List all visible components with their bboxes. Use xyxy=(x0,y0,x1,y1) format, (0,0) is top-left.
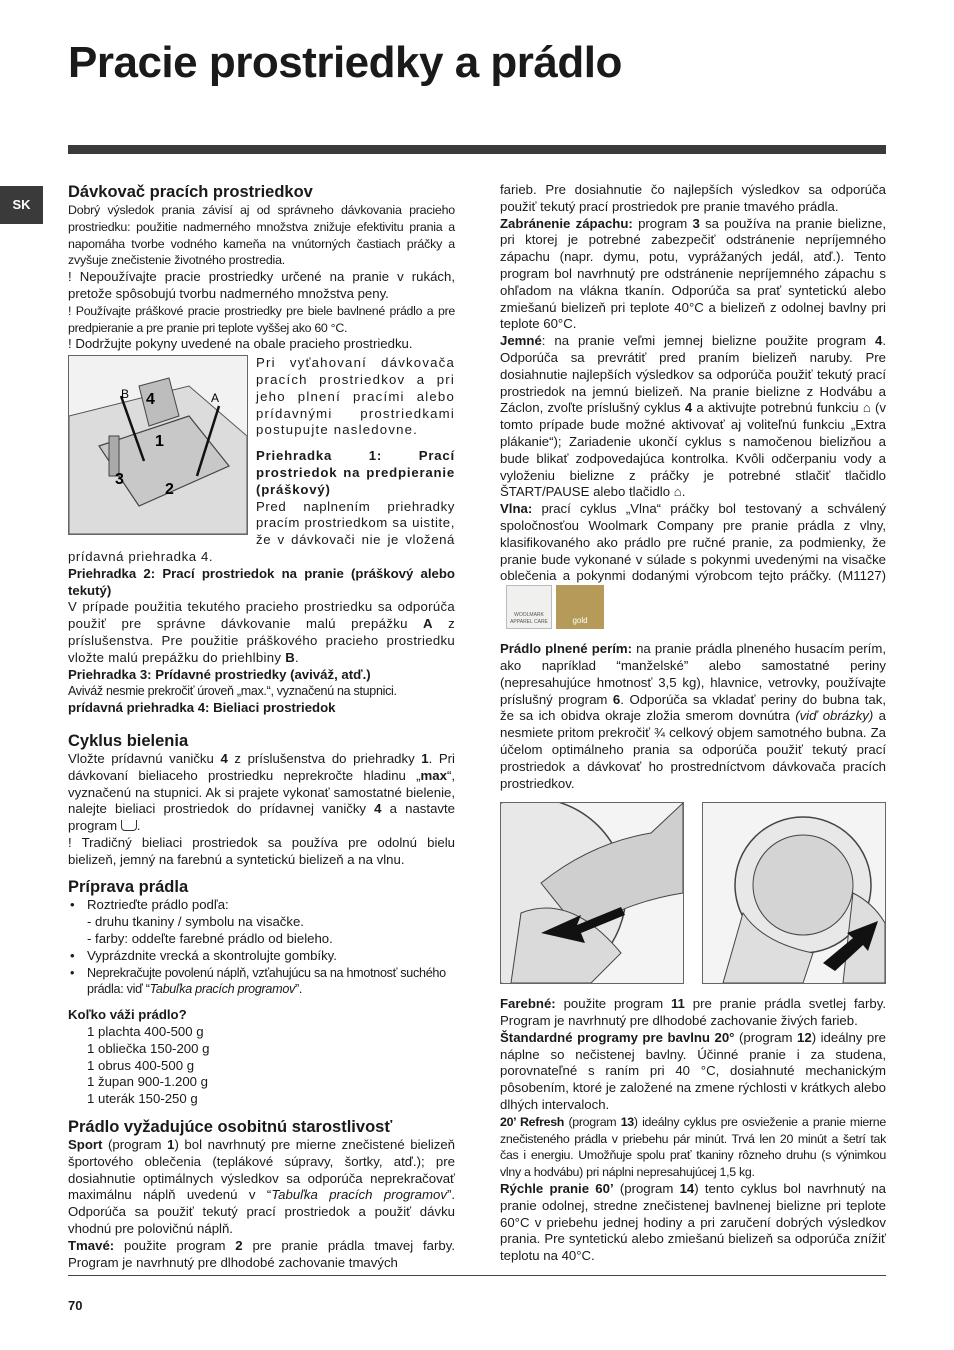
heading-bleach-cycle: Cyklus bielenia xyxy=(68,731,189,750)
page-title: Pracie prostriedky a prádlo xyxy=(68,38,622,87)
left-column xyxy=(68,182,455,1271)
list-subitem: - farby: oddeľte farebné prádlo od bieleho. xyxy=(87,931,333,947)
gold-logo: gold xyxy=(556,585,604,629)
paragraph-feather: Prádlo plnené perím: na pranie prádla plneného husacím perím, ako napríklad “manželské” alebo samostatné periny (nepresahujúce hmotnosť 3,5 kg), hlavnice, vetrovky, používajte príslušný program 6. Odporúča sa vkladať periny do bubna tak, že sa ich obidva okraje zložia smerom dovnútra (viď obrázky) a nesmiete pritom prekročiť ¾ celkový objem samotného bubna. Za účelom optimálneho prania sa odporúča použiť tekutý prací prostriedok a dávkovať ho prostredníctvom dávkovača pracích prostriedkov. xyxy=(500,641,887,791)
paragraph: V prípade použitia tekutého pracieho prostriedku sa odporúča použiť pre správne dávkovanie malú prepážku A z príslušenstva. Pre použitie práškového pracieho prostriedku vložte malú prepážku do priehlbiny B. xyxy=(68,599,456,665)
paragraph-refresh: 20’ Refresh (program 13) ideálny cyklus pre osvieženie a pranie mierne znečisteného prádla v priebehu pár minút. Trvá len 20 minút a šetrí tak čas i energiu. Umožňuje spolu prať tkaniny rôzneho druhu (s výnimkou vlny a hodvábu) pri náplni nepresahujúcej 1,5 kg. xyxy=(500,1114,886,1180)
list-item: • Roztrieďte prádlo podľa: xyxy=(68,897,455,914)
list-item: • Vyprázdnite vrecká a skontrolujte gombíky. xyxy=(68,948,455,965)
list-subitem: - druhu tkaniny / symbolu na visačke. xyxy=(87,914,304,930)
label-3: 3 xyxy=(115,471,124,489)
compartment-3-heading: Priehradka 3: Prídavné prostriedky (aviváž, atď.) xyxy=(68,666,371,682)
duvet-drawing-left xyxy=(501,803,683,983)
list-item: 1 župan 900-1.200 g xyxy=(87,1074,208,1090)
paragraph: Dobrý výsledok prania závisí aj od správneho dávkovania pracieho prostriedku: použitie nadmerného množstva znižuje efektivitu prania a napomáha tvorbe vodného kameňa na vnútorných častiach práčky a zvyšuje znečistenie životného prostredia. xyxy=(68,203,455,268)
paragraph-color: Farebné: použite program 11 pre pranie prádla svetlej farby. Program je navrhnutý pre dlhodobé zachovanie živých farieb. xyxy=(500,996,887,1029)
label-2: 2 xyxy=(165,481,174,499)
page-number: 70 xyxy=(68,1298,83,1313)
warning-text: ! Tradičný bieliaci prostriedok sa používa pre odolnú bielu bielizeň, jemný na farebnú a syntetickú bielizeň a na vlnu. xyxy=(68,834,455,867)
duvet-illustrations xyxy=(500,802,886,984)
heading-laundry-prep: Príprava prádla xyxy=(68,878,189,897)
compartment-1-heading: Priehradka 1: Prací prostriedok na predpieranie (práškový) xyxy=(256,448,455,497)
certification-logos xyxy=(506,585,604,629)
paragraph-dark: Tmavé: použite program 2 pre pranie prádla tmavej farby. Program je navrhnutý pre dlhodobé zachovanie tmavých xyxy=(68,1237,455,1270)
label-a: A xyxy=(211,391,220,406)
warning-text: ! Nepoužívajte pracie prostriedky určené na pranie v rukách, pretože spôsobujú tvorbu nadmerného množstva peny. xyxy=(68,269,455,301)
warning-text: ! Používajte práškové pracie prostriedky pre biele bavlnené prádlo a pre predpieranie a pre pranie pri teplote vyššej ako 60 °C. xyxy=(68,303,455,335)
paragraph: Pri vyťahovaní dávkovača pracích prostriedkov a pri jeho plnení pracími alebo prídavnými prostriedkami postupujte nasledovne. xyxy=(256,355,455,438)
label-b: B xyxy=(121,387,130,402)
compartment-2-heading: Priehradka 2: Prací prostriedok na pranie (práškový alebo tekutý) xyxy=(68,565,455,598)
paragraph-wool: Vlna: prací cyklus „Vlna“ práčky bol testovaný a schválený spoločnosťou Woolmark Company pre pranie prádla z vlny, klasifikovaného ako prádlo pre ručné pranie, za podmienky, že pranie bude vykonané v súlade s pokynmi uvedenými na visačke oblečenia a pokynmi dodanými výrobcom tejto práčky. (M1127) WOOLMARK APPAREL CARE gold xyxy=(500,501,886,629)
list-item: 1 obrus 400-500 g xyxy=(87,1057,195,1073)
duvet-figure-left xyxy=(500,802,684,984)
paragraph: Vložte prídavnú vaničku 4 z príslušenstva do priehradky 1. Pri dávkovaní bieliaceho prostriedku neprekročte hladinu „max“, vyznačenú na stupnici. Ak si prajete vykonať samostatné bielenie, nalejte bieliaci prostriedok do prídavnej vaničky 4 a nastavte program . xyxy=(68,750,455,834)
weights-list xyxy=(68,1024,455,1108)
paragraph: Aviváž nesmie prekročiť úroveň „max.“, vyznačenú na stupnici. xyxy=(68,684,397,699)
bleach-icon xyxy=(121,820,137,831)
right-column xyxy=(500,182,886,1265)
label-1: 1 xyxy=(155,433,164,451)
list-item: • Neprekračujte povolenú náplň, vzťahujúcu sa na hmotnosť suchého prádla: viď “Tabuľka pracích programov”. xyxy=(68,965,455,999)
label-4: 4 xyxy=(146,391,155,409)
paragraph-quick: Rýchle pranie 60’ (program 14) tento cyklus bol navrhnutý na pranie odolnej, stredne znečistenej bavlnenej bielizne pri teplote 60°C v priebehu jednej hodiny a pri zaručení dobrých výsledkov prania. Pre syntetickú alebo zmiešanú bielizeň sa odporúča znížiť teplotu na 40°C. xyxy=(500,1181,886,1264)
paragraph-sport: Sport (program 1) bol navrhnutý pre mierne znečistené bielizeň športového oblečenia (teplákové súpravy, šortky, atď.); pre dosiahnutie optimálnych výsledkov sa odporúča neprekračovať maximálnu náplň uvedenú v “Tabuľka pracích programov”. Odporúča sa použiť tekutý prací prostriedok a použiť dávku vhodnú pre polovičnú náplň. xyxy=(68,1137,455,1237)
language-tab: SK xyxy=(0,186,43,224)
paragraph-standard: Štandardné programy pre bavlnu 20° (program 12) ideálny pre náplne so nečistenej bavlny. Účinné pranie i za studena, porovnateľné s raním pri 40 °C, dosiahnuté mechanickým pôsobením, ktoré je založené na zmene rýchlosti v krátkych alebo dlhých intervaloch. xyxy=(500,1029,886,1113)
heading-detergent-dispenser: Dávkovač pracích prostriedkov xyxy=(68,183,313,201)
woolmark-logo: WOOLMARK APPAREL CARE xyxy=(506,585,552,629)
dispenser-illustration xyxy=(68,355,248,535)
duvet-drawing-right xyxy=(703,803,885,983)
warning-text: ! Dodržujte pokyny uvedené na obale pracieho prostriedku. xyxy=(68,336,413,352)
dispenser-drawing xyxy=(69,356,247,534)
heading-special-care: Prádlo vyžadujúce osobitnú starostlivosť xyxy=(68,1118,393,1137)
list-item: 1 plachta 400-500 g xyxy=(87,1024,204,1040)
title-rule xyxy=(68,145,886,154)
paragraph-odor: Zabránenie zápachu: program 3 sa používa na pranie bielizne, pri ktorej je potrebné zabezpečiť odstránenie nepríjemného zápachu (napr. dymu, potu, vyprážaných jedál, atď.). Tento program bol navrhnutý pre odstránenie nepríjemného zápachu s ohľadom na vlákna tkanín. Odporúča sa prať syntetickú alebo zmiešanú bielizeň pri teplote 40°C a bielizeň z odolnej bavlny pri teplote 60°C. xyxy=(500,215,886,332)
iron-icon: ⌂ xyxy=(862,400,871,416)
iron-icon: ⌂ xyxy=(673,484,682,500)
paragraph-delicate: Jemné: na pranie veľmi jemnej bielizne použite program 4. Odporúča sa prevrátiť pred praním bielizeň naruby. Pre dosiahnutie najlepších výsledkov sa odporúča použiť tekutý prací prostriedok na jemnú bielizeň. Na pranie bielizne z Hodvábu a Záclon, zvoľte príslušný cyklus 4 a aktivujte potrebnú funkciu ⌂ (v tomto prípade bude možné aktivovať aj voliteľnú funkciu „Extra plákanie“); Zariadenie ukončí cyklus s namočenou bielizňou a bude blikať zodpovedajúca kontrolka. Kvôli odčerpaniu vody a vyloženiu bielizne z práčky je potrebné stlačiť tlačidlo ŠTART/PAUSE alebo tlačidlo ⌂. xyxy=(500,333,886,500)
list-item: 1 obliečka 150-200 g xyxy=(87,1040,210,1056)
paragraph: farieb. Pre dosiahnutie čo najlepších výsledkov sa odporúča použiť tekutý prací prostriedok pre pranie tmavého prádla. xyxy=(500,182,886,214)
weights-heading: Koľko váži prádlo? xyxy=(68,1007,187,1023)
list-item: 1 uterák 150-250 g xyxy=(87,1091,198,1107)
footer-rule xyxy=(68,1275,886,1276)
compartment-4-heading: prídavná priehradka 4: Bieliaci prostriedok xyxy=(68,700,336,716)
prep-list xyxy=(68,897,455,998)
duvet-figure-right xyxy=(702,802,886,984)
paragraph: Pred naplnením priehradky pracím prostriedkom sa uistite, že v dávkovači nie je vložená prídavná priehradka 4. xyxy=(68,498,455,564)
